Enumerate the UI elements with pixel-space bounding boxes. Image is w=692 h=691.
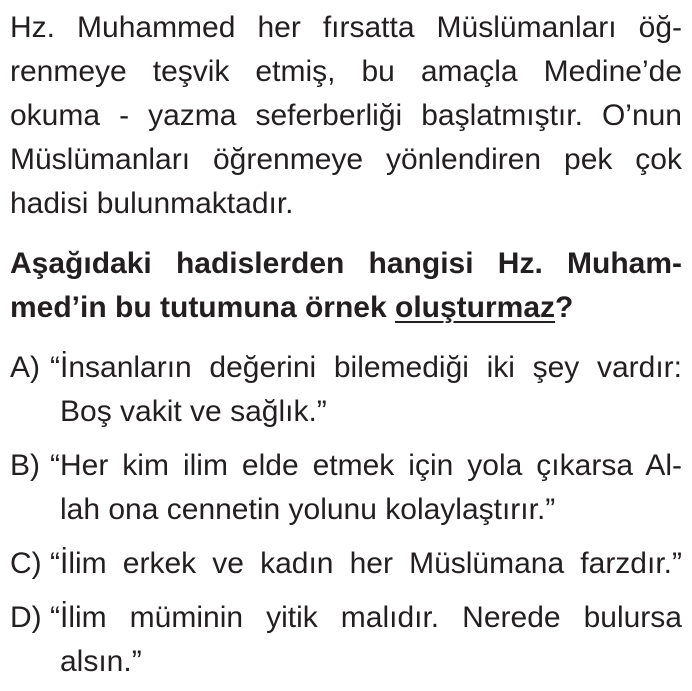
question-text: med’in bu tutumuna örnek [10, 291, 396, 324]
option-text: “Her kim ilim elde etmek için yola çıkarsa Al- [50, 449, 682, 482]
passage-line: Müslümanları öğrenmeye yönlendiren pek çok [10, 143, 682, 176]
option-text: lah ona cennetin yolunu kolaylaştırır.” [60, 493, 556, 526]
option-text: “İnsanların değerini bilemediği iki şey vardır: [50, 351, 682, 384]
question-line [10, 286, 573, 330]
option-text: “İlim müminin yitik malıdır. Nerede bulursa [50, 601, 682, 634]
question-line: Aşağıdaki hadislerden hangisi Hz. Muham- [10, 247, 682, 280]
option-a-line [10, 346, 682, 390]
option-b-line [10, 444, 682, 488]
option-text: alsın.” [60, 645, 142, 678]
option-letter: D) [10, 601, 42, 634]
passage-line: renmeye teşvik etmiş, bu amaçla Medine’de [10, 55, 682, 88]
option-letter: A) [10, 351, 40, 384]
option-letter: B) [10, 449, 40, 482]
passage-line: Hz. Muhammed her fırsatta Müslümanları öğ- [10, 11, 682, 44]
question-mark: ? [555, 291, 574, 324]
option-d-line [10, 596, 682, 640]
option-text: Boş vakit ve sağlık.” [60, 395, 327, 428]
option-text: “İlim erkek ve kadın her Müslümana farzdır.” [50, 547, 682, 580]
option-c-line [10, 542, 682, 586]
option-letter: C) [10, 547, 42, 580]
question-emphasis: oluşturmaz [395, 291, 556, 324]
passage-line: hadisi bulunmaktadır. [10, 187, 294, 220]
passage-line: okuma - yazma seferberliği başlatmıştır. O’nun [10, 99, 682, 132]
